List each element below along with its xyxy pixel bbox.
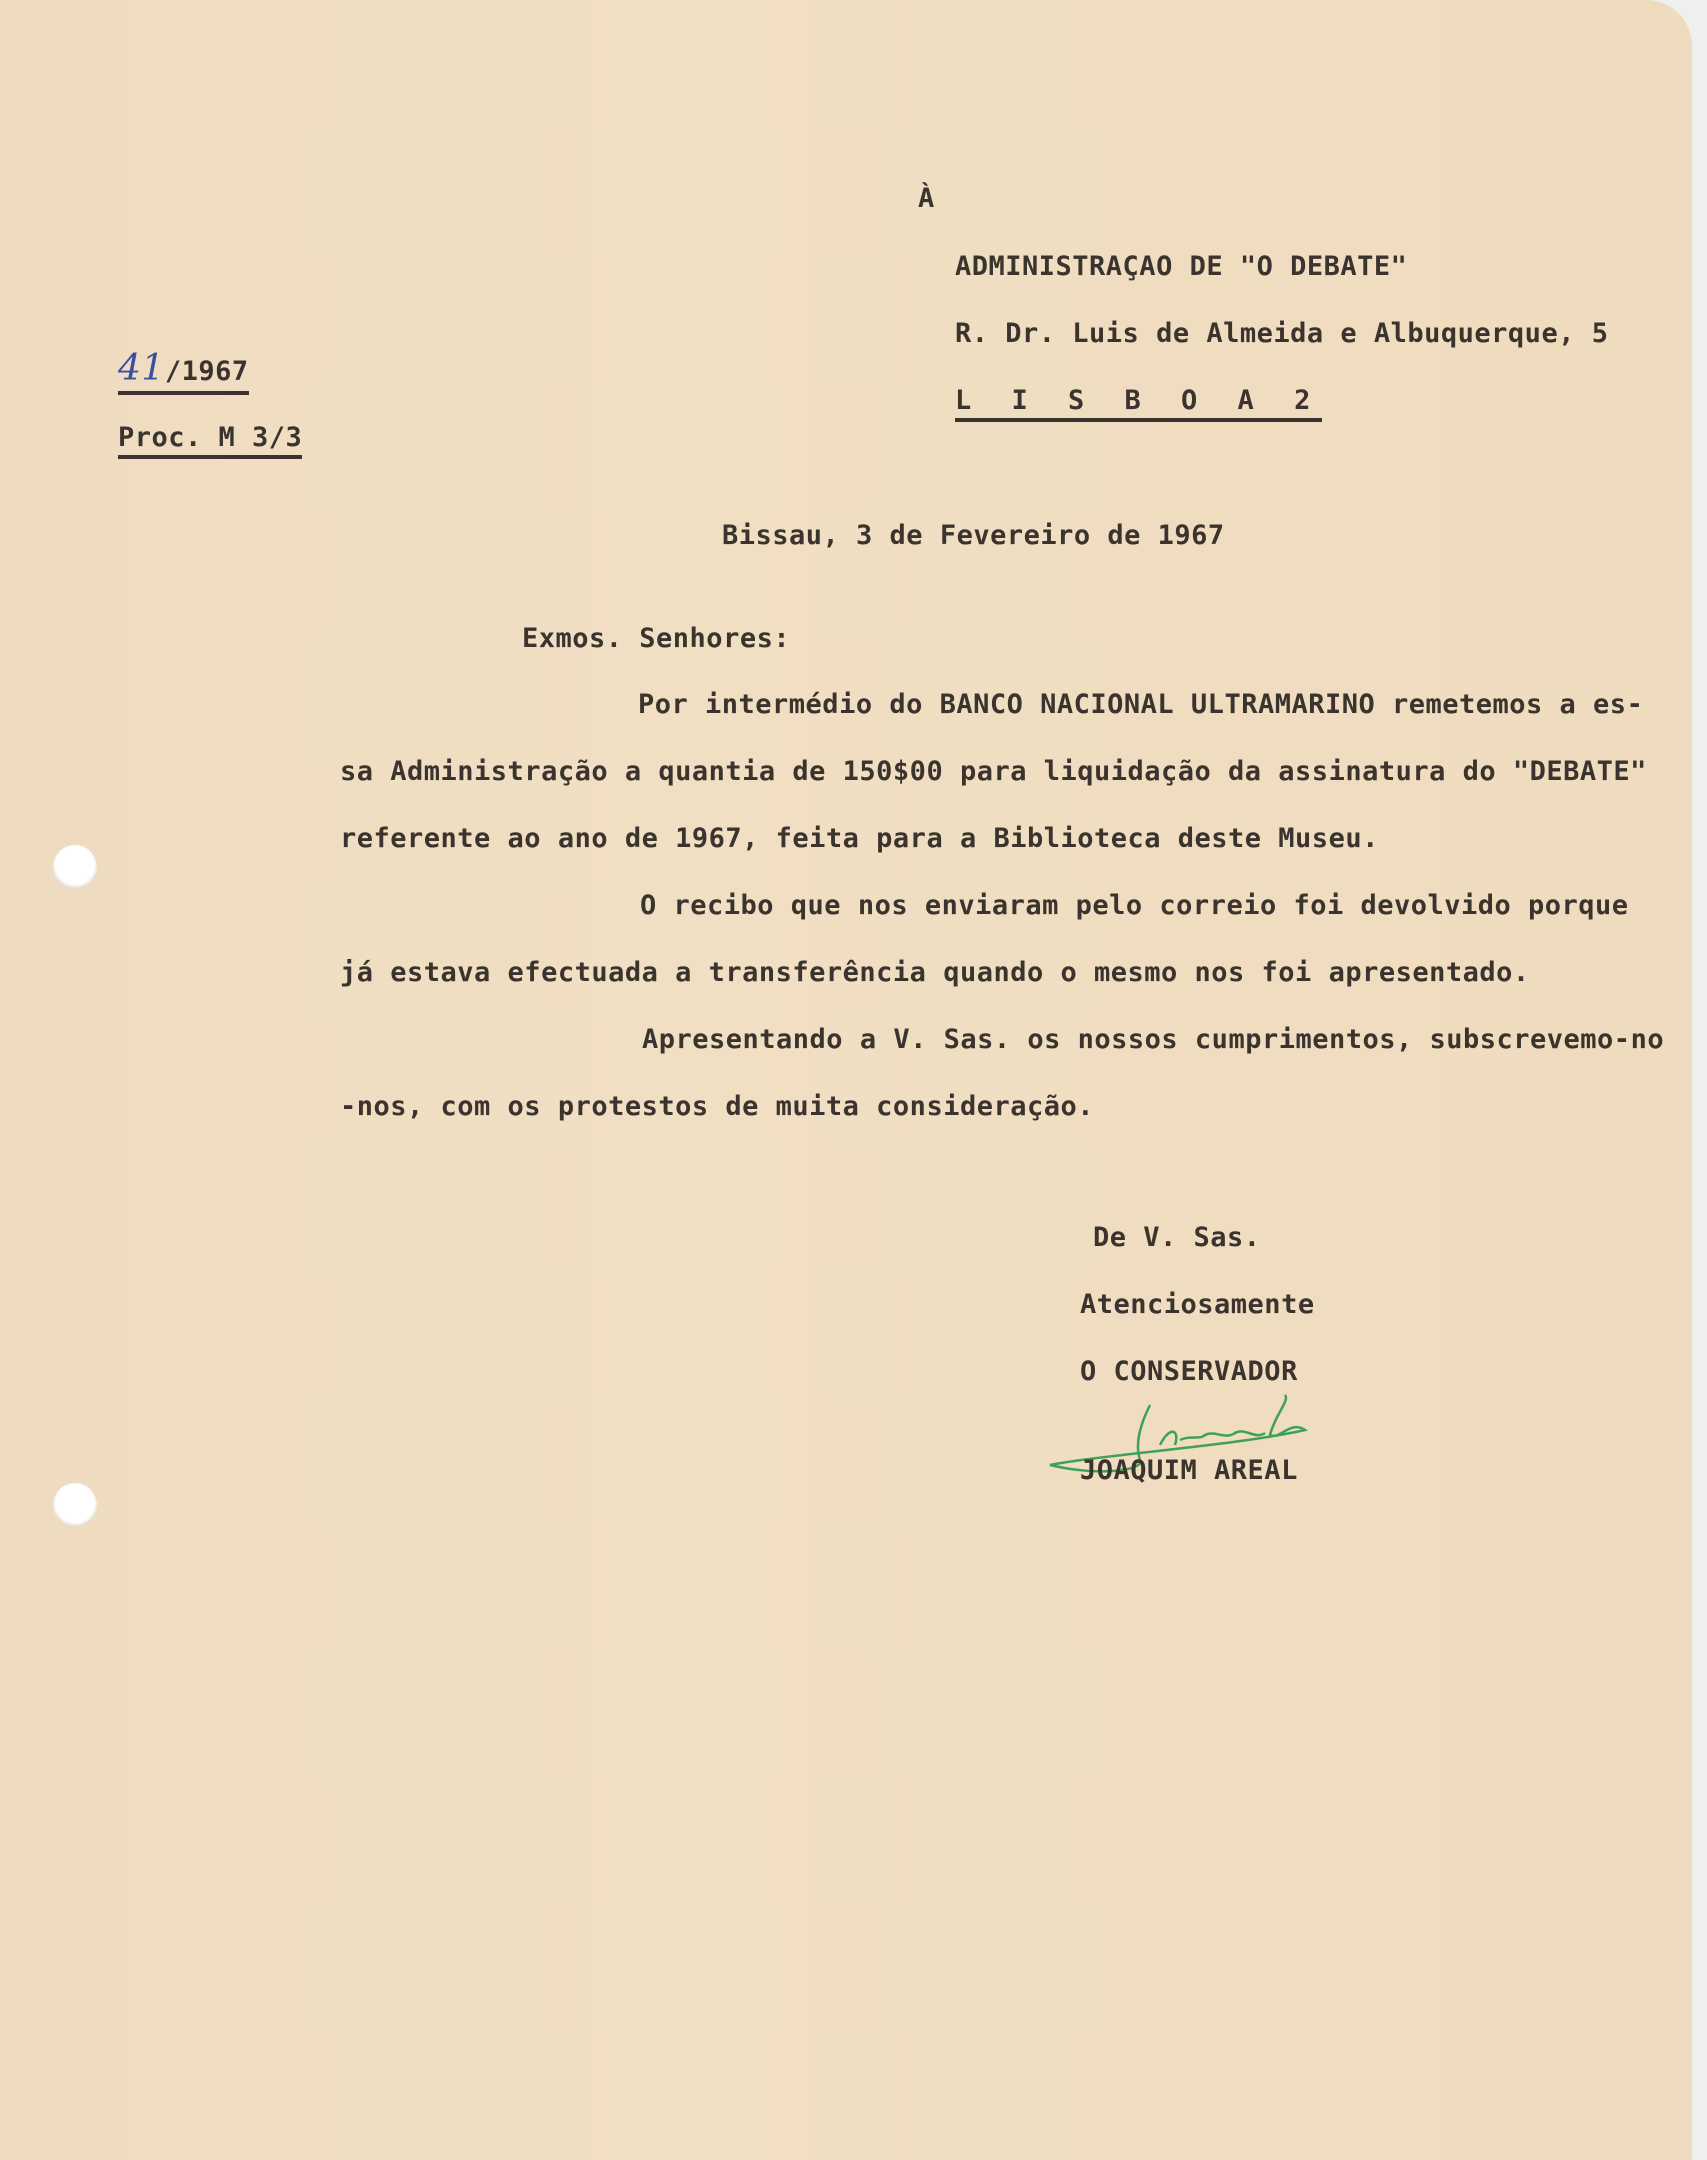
recipient-name: ADMINISTRAÇAO DE "O DEBATE" — [955, 251, 1408, 282]
body-line: Por intermédio do BANCO NACIONAL ULTRAMARINO remetemos a es- — [638, 689, 1644, 720]
recipient-street: R. Dr. Luis de Almeida e Albuquerque, 5 — [955, 318, 1609, 349]
recipient-city: L I S B O A 2 — [955, 385, 1322, 422]
closing-line: De V. Sas. — [1093, 1222, 1261, 1253]
reference-year: /1967 — [164, 356, 249, 387]
body-line: referente ao ano de 1967, feita para a Biblioteca deste Museu. — [340, 823, 1379, 854]
body-line: -nos, com os protestos de muita consideração. — [340, 1091, 1094, 1122]
date-line: Bissau, 3 de Fevereiro de 1967 — [722, 520, 1225, 551]
reference-number — [118, 348, 249, 395]
signer-name: JOAQUIM AREAL — [1080, 1455, 1298, 1486]
body-line: já estava efectuada a transferência quando o mesmo nos foi apresentado. — [340, 957, 1530, 988]
body-line: sa Administração a quantia de 150$00 para liquidação da assinatura do "DEBATE" — [340, 756, 1647, 787]
closing-line: Atenciosamente — [1080, 1289, 1315, 1320]
signer-title: O CONSERVADOR — [1080, 1356, 1298, 1387]
body-line: O recibo que nos enviaram pelo correio foi devolvido porque — [640, 890, 1629, 921]
handwritten-number: 41 — [118, 348, 165, 389]
salutation: Exmos. Senhores: — [522, 623, 791, 654]
body-line: Apresentando a V. Sas. os nossos cumprimentos, subscrevemo-no — [642, 1024, 1665, 1055]
punch-hole-top — [53, 845, 97, 889]
punch-hole-bottom — [53, 1483, 97, 1527]
address-prefix: À — [918, 183, 935, 214]
process-reference: Proc. M 3/3 — [118, 422, 302, 459]
